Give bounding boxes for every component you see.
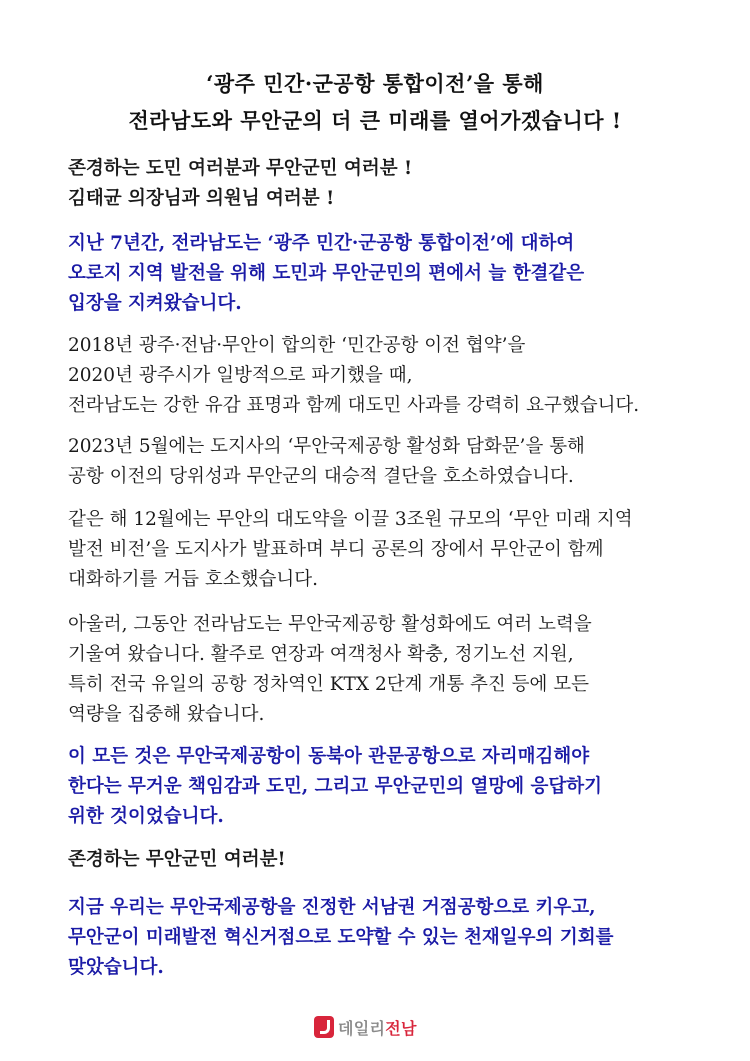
body-paragraph-2023 xyxy=(68,432,688,492)
daily-jeonnam-logo xyxy=(314,1013,417,1041)
paragraph-line: 한다는 무거운 책임감과 도민, 그리고 무안군민의 열망에 응답하기 xyxy=(68,776,603,797)
paragraph-line: 역량을 집중해 왔습니다. xyxy=(68,704,265,725)
title-line-1: ‘광주 민간·군공항 통합이전’을 통해 xyxy=(206,71,544,96)
paragraph-line: 존경하는 무안군민 여러분! xyxy=(68,849,286,870)
paragraph-line: 맞았습니다. xyxy=(68,957,164,978)
paragraph-line: 지금 우리는 무안국제공항을 진정한 서남권 거점공항으로 키우고, xyxy=(68,897,596,918)
paragraph-line: 아울러, 그동안 전라남도는 무안국제공항 활성화에도 여러 노력을 xyxy=(68,614,592,635)
greeting-paragraph-2 xyxy=(68,845,688,875)
paragraph-line: 무안군이 미래발전 혁신거점으로 도약할 수 있는 천재일우의 기회를 xyxy=(68,927,614,948)
body-paragraph-vision xyxy=(68,505,688,595)
paragraph-line: 지난 7년간, 전라남도는 ‘광주 민간·군공항 통합이전’에 대하여 xyxy=(68,233,575,254)
logo-text-gray: 데일리 xyxy=(338,1018,386,1038)
paragraph-line: 특히 전국 유일의 공항 정차역인 KTX 2단계 개통 추진 등에 모든 xyxy=(68,674,589,695)
logo-text xyxy=(338,1016,417,1039)
paragraph-line: 전라남도는 강한 유감 표명과 함께 대도민 사과를 강력히 요구했습니다. xyxy=(68,395,640,416)
paragraph-line: 김태균 의장님과 의원님 여러분 ! xyxy=(68,188,335,209)
paragraph-line: 2023년 5월에는 도지사의 ‘무안국제공항 활성화 담화문’을 통해 xyxy=(68,436,585,457)
title-line-2: 전라남도와 무안군의 더 큰 미래를 열어가겠습니다 ! xyxy=(128,108,622,133)
paragraph-line: 이 모든 것은 무안국제공항이 동북아 관문공항으로 자리매김해야 xyxy=(68,746,590,767)
paragraph-line: 기울여 왔습니다. 활주로 연장과 여객청사 확충, 정기노선 지원, xyxy=(68,644,574,665)
highlight-paragraph-3 xyxy=(68,893,688,983)
greeting-paragraph xyxy=(68,154,688,214)
body-paragraph-efforts xyxy=(68,610,688,730)
highlight-paragraph-2 xyxy=(68,742,688,832)
paragraph-line: 공항 이전의 당위성과 무안군의 대승적 결단을 호소하였습니다. xyxy=(68,466,574,487)
paragraph-line: 입장을 지켜왔습니다. xyxy=(68,293,242,314)
paragraph-line: 2020년 광주시가 일방적으로 파기했을 때, xyxy=(68,365,413,386)
logo-mark-icon xyxy=(314,1016,334,1038)
logo-text-red: 전남 xyxy=(385,1018,417,1038)
paragraph-line: 오로지 지역 발전을 위해 도민과 무안군민의 편에서 늘 한결같은 xyxy=(68,263,585,284)
paragraph-line: 발전 비전’을 도지사가 발표하며 부디 공론의 장에서 무안군이 함께 xyxy=(68,539,604,560)
paragraph-line: 존경하는 도민 여러분과 무안군민 여러분 ! xyxy=(68,158,413,179)
highlight-paragraph-1 xyxy=(68,229,688,319)
body-paragraph-2018 xyxy=(68,331,688,421)
paragraph-line: 같은 해 12월에는 무안의 대도약을 이끌 3조원 규모의 ‘무안 미래 지역 xyxy=(68,509,633,530)
paragraph-line: 대화하기를 거듭 호소했습니다. xyxy=(68,569,318,590)
paragraph-line: 2018년 광주·전남·무안이 합의한 ‘민간공항 이전 협약’을 xyxy=(68,335,526,356)
paragraph-line: 위한 것이었습니다. xyxy=(68,806,224,827)
